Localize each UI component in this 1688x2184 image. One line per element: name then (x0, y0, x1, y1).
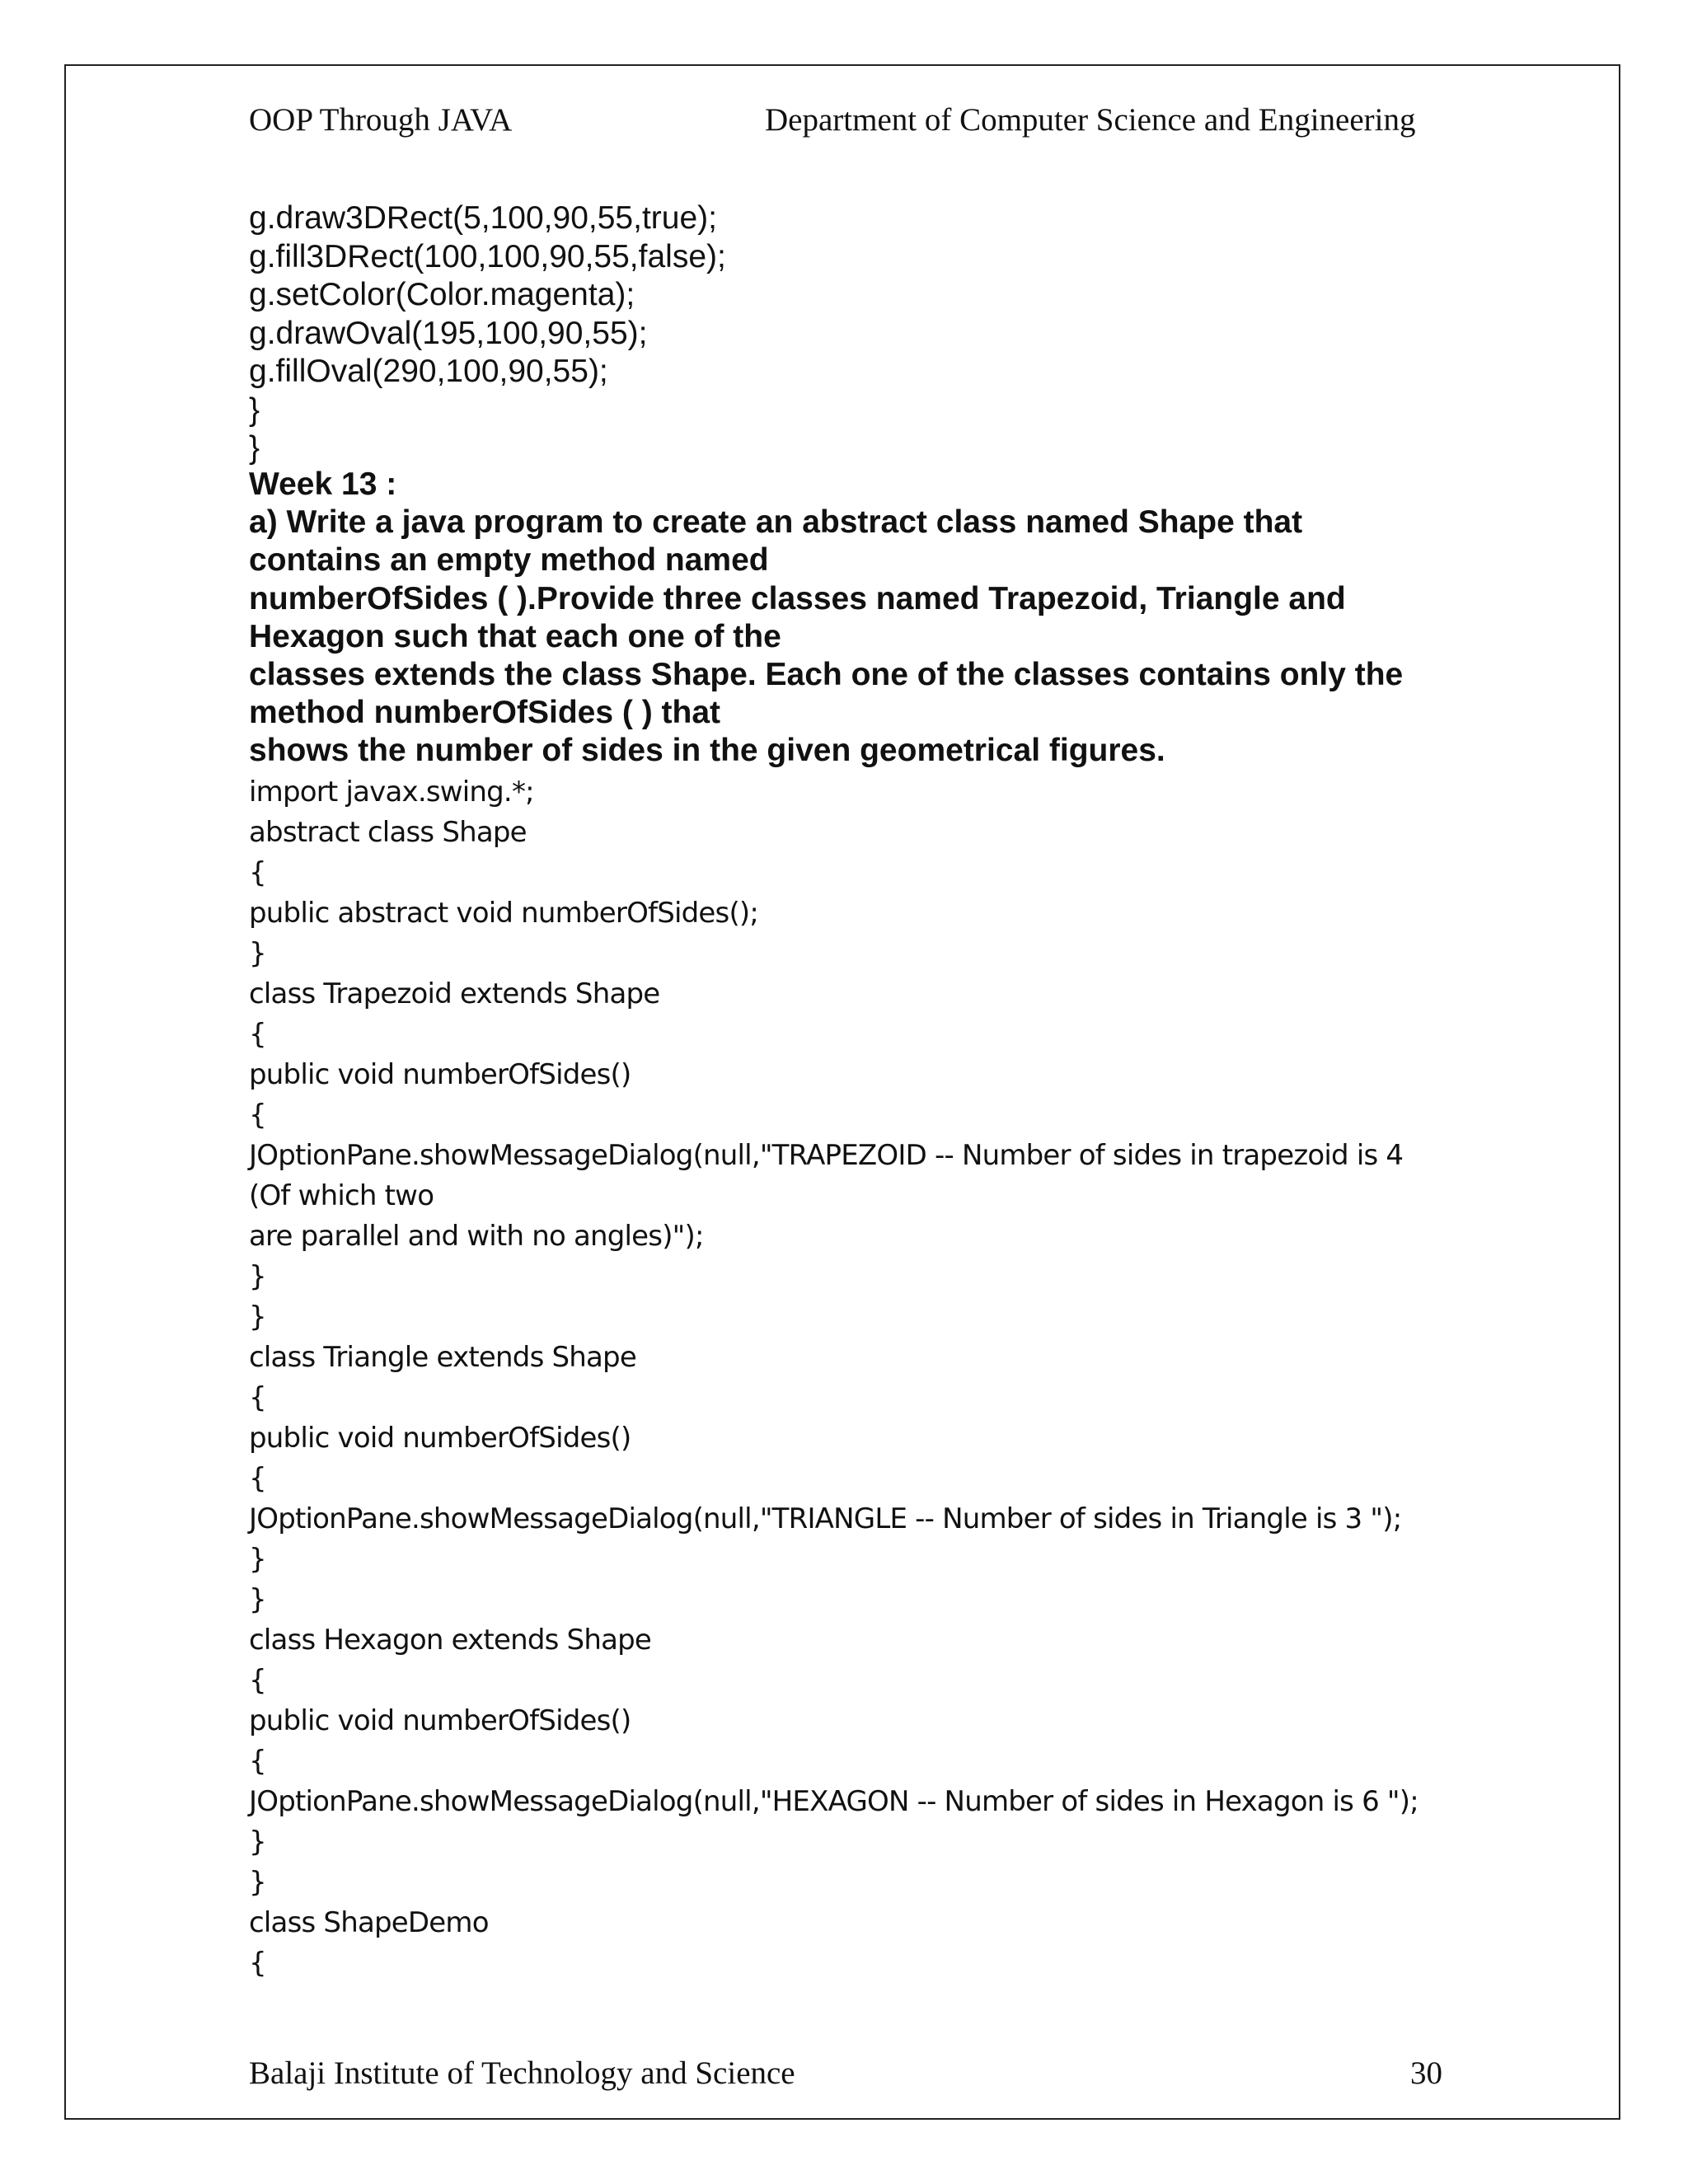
code-line: JOptionPane.showMessageDialog(null,"HEXAGON -- Number of sides in Hexagon is 6 "); (249, 1785, 1418, 1818)
code-line: { (249, 1099, 266, 1132)
footer-institute: Balaji Institute of Technology and Science (249, 2055, 795, 2091)
code-line: { (249, 1462, 266, 1495)
code-line: JOptionPane.showMessageDialog(null,"TRAPEZOID -- Number of sides in trapezoid is 4 (249, 1139, 1404, 1172)
code-line: g.setColor(Color.magenta); (249, 277, 635, 312)
code-line: g.fillOval(290,100,90,55); (249, 354, 608, 389)
code-line: class Hexagon extends Shape (249, 1624, 652, 1657)
code-line: class Trapezoid extends Shape (249, 977, 660, 1010)
week-title: Week 13 : (249, 466, 397, 502)
code-line: import javax.swing.*; (249, 776, 534, 808)
code-line: { (249, 1664, 266, 1697)
question-line: shows the number of sides in the given geometrical figures. (249, 733, 1165, 769)
question-line: a) Write a java program to create an abstract class named Shape that (249, 504, 1303, 541)
code-line: class ShapeDemo (249, 1906, 489, 1939)
code-line: } (249, 430, 260, 466)
question-line: contains an empty method named (249, 542, 769, 579)
code-line: public void numberOfSides() (249, 1058, 631, 1091)
header-course-title: OOP Through JAVA (249, 102, 513, 138)
code-line: public void numberOfSides() (249, 1704, 631, 1737)
question-line: method numberOfSides ( ) that (249, 695, 721, 731)
question-line: Hexagon such that each one of the (249, 618, 781, 654)
code-line: { (249, 1018, 266, 1051)
code-line: g.fill3DRect(100,100,90,55,false); (249, 238, 726, 274)
code-line: } (249, 1543, 266, 1576)
code-line: } (249, 1260, 266, 1293)
code-block-main (249, 772, 1418, 1984)
page-number: 30 (1410, 2055, 1442, 2091)
question-line: classes extends the class Shape. Each one of the classes contains only the (249, 656, 1404, 692)
code-line: { (249, 1381, 266, 1414)
code-line: } (249, 937, 266, 970)
code-block-top (249, 199, 726, 468)
code-line: { (249, 1745, 266, 1778)
code-line: } (249, 1866, 266, 1899)
code-line: } (249, 391, 260, 428)
code-line: class Triangle extends Shape (249, 1341, 636, 1374)
code-line: JOptionPane.showMessageDialog(null,"TRIANGLE -- Number of sides in Triangle is 3 "); (249, 1502, 1402, 1535)
code-line: } (249, 1583, 266, 1616)
code-line: g.draw3DRect(5,100,90,55,true); (249, 200, 717, 236)
code-line: { (249, 1947, 266, 1980)
exercise-heading (249, 466, 1452, 771)
code-line: public abstract void numberOfSides(); (249, 897, 759, 930)
code-line: } (249, 1825, 266, 1858)
question-line: numberOfSides ( ).Provide three classes named Trapezoid, Triangle and (249, 580, 1346, 616)
code-line: { (249, 856, 266, 889)
code-line: abstract class Shape (249, 816, 527, 849)
code-line: } (249, 1301, 266, 1333)
code-line: are parallel and with no angles)"); (249, 1220, 704, 1253)
header-department: Department of Computer Science and Engineering (765, 102, 1416, 138)
code-line: (Of which two (249, 1179, 434, 1212)
code-line: g.drawOval(195,100,90,55); (249, 315, 648, 351)
code-line: public void numberOfSides() (249, 1422, 631, 1455)
